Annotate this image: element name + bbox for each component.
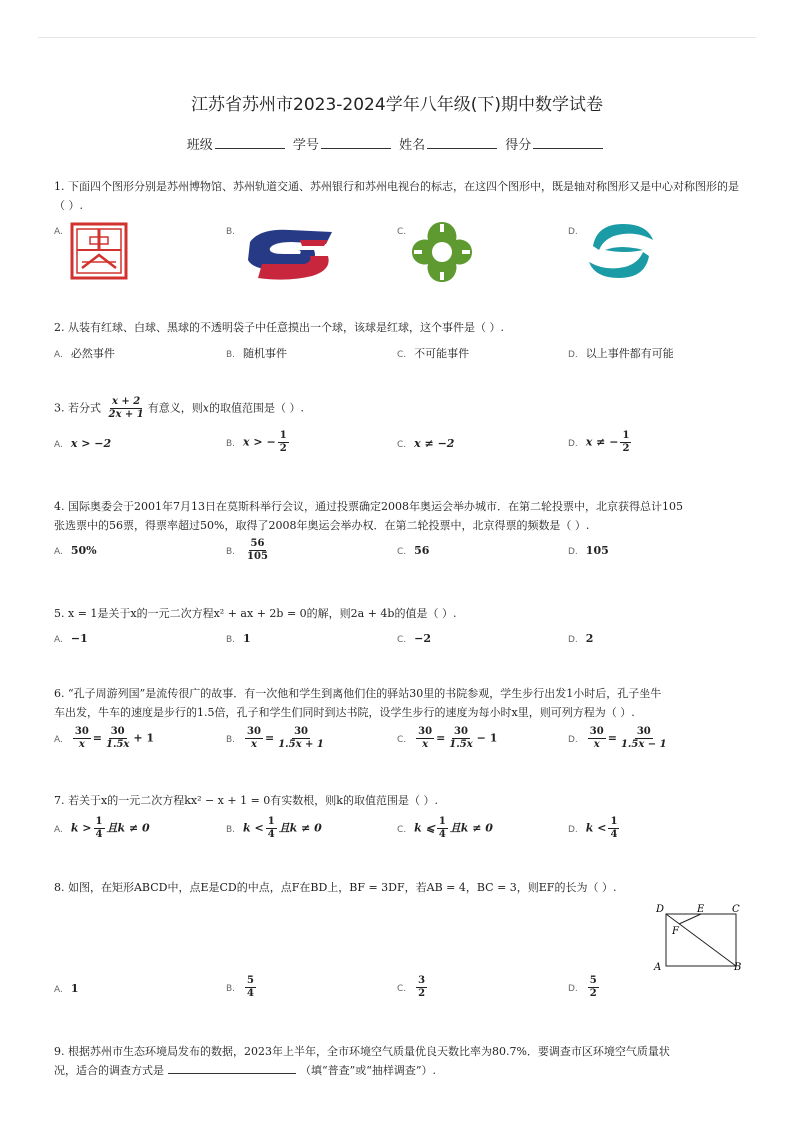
option-label: A. bbox=[54, 985, 63, 995]
frac-den: 2 bbox=[622, 443, 630, 454]
q5-option-d[interactable] bbox=[568, 632, 593, 645]
option-label: A. bbox=[54, 734, 63, 745]
option-fraction bbox=[619, 726, 669, 751]
frac-den: 4 bbox=[267, 829, 275, 840]
frac-num: 1 bbox=[622, 430, 630, 441]
option-label: D. bbox=[568, 227, 578, 237]
option-cond: 且k ≠ 0 bbox=[278, 821, 322, 835]
option-label: C. bbox=[397, 734, 407, 745]
question-9 bbox=[54, 1042, 744, 1080]
q8-option-d[interactable] bbox=[568, 975, 601, 1000]
q2-option-c[interactable] bbox=[397, 345, 469, 361]
frac-num: 56 bbox=[250, 538, 265, 549]
q4-option-d[interactable] bbox=[568, 544, 609, 557]
option-label: D. bbox=[568, 350, 578, 360]
equals: = bbox=[264, 731, 275, 745]
option-text: 以上事件都有可能 bbox=[585, 347, 674, 360]
q9-text-pre: 况，适合的调查方式是 bbox=[54, 1064, 164, 1077]
question-3 bbox=[54, 396, 744, 421]
q1-option-a[interactable] bbox=[54, 224, 71, 237]
frac-num: 30 bbox=[418, 726, 433, 737]
question-7: 7. 若关于x的一元二次方程kx² − x + 1 = 0有实数根，则k的取值范围是（ ）. bbox=[54, 794, 438, 807]
tv-logo-icon bbox=[585, 220, 657, 282]
option-label: B. bbox=[226, 635, 236, 645]
option-text: k ⩽ bbox=[414, 821, 435, 835]
q3-fraction bbox=[107, 396, 146, 421]
q7-option-d[interactable] bbox=[568, 816, 621, 841]
q6-option-c[interactable] bbox=[397, 726, 497, 751]
q1-option-d[interactable] bbox=[568, 224, 586, 237]
option-text: 2 bbox=[585, 632, 594, 645]
option-label: A. bbox=[54, 350, 63, 360]
q8-option-c[interactable] bbox=[397, 975, 429, 1000]
label-b: B bbox=[734, 962, 742, 973]
option-cond: 且k ≠ 0 bbox=[106, 821, 150, 835]
frac-num: 30 bbox=[454, 726, 468, 737]
option-fraction bbox=[437, 816, 448, 841]
option-fraction bbox=[278, 430, 289, 455]
q5-option-b[interactable] bbox=[226, 632, 251, 645]
question-8: 8. 如图，在矩形ABCD中，点E是CD的中点，点F在BD上，BF = 3DF，若AB = 4，BC = 3，则EF的长为（ ）. bbox=[54, 881, 617, 894]
q2-option-d[interactable] bbox=[568, 345, 674, 361]
option-fraction bbox=[608, 816, 619, 841]
frac-den: x bbox=[422, 739, 429, 750]
q3-var: x bbox=[202, 401, 209, 415]
option-text: 随机事件 bbox=[243, 347, 288, 360]
q5-option-c[interactable] bbox=[397, 632, 431, 645]
q3-option-a[interactable] bbox=[54, 437, 111, 450]
frac-den: 1.5x + 1 bbox=[278, 739, 324, 750]
frac-num: 30 bbox=[74, 726, 89, 737]
question-6 bbox=[54, 684, 744, 722]
frac-den: x bbox=[593, 739, 600, 750]
name-label: 姓名 bbox=[399, 138, 426, 153]
frac-den: x bbox=[251, 739, 257, 750]
frac-den: 2 bbox=[589, 988, 597, 999]
frac-den: 2 bbox=[418, 988, 426, 999]
option-label: B. bbox=[226, 438, 236, 449]
option-text: 56 bbox=[414, 544, 430, 557]
q3-option-b[interactable] bbox=[226, 430, 291, 455]
option-label: B. bbox=[226, 227, 236, 237]
frac-den: 4 bbox=[438, 829, 446, 840]
equals: = bbox=[92, 731, 102, 745]
option-text: 50% bbox=[70, 544, 97, 557]
frac-num: 30 bbox=[636, 726, 651, 737]
option-label: C. bbox=[397, 227, 407, 237]
option-label: C. bbox=[397, 350, 407, 360]
option-tail: + 1 bbox=[133, 731, 155, 745]
option-fraction bbox=[416, 975, 427, 1000]
option-label: D. bbox=[568, 438, 578, 449]
option-fraction bbox=[588, 726, 606, 751]
frac-num: 1 bbox=[438, 816, 446, 827]
bank-logo-icon bbox=[410, 220, 474, 284]
equals: = bbox=[607, 731, 617, 745]
option-label: B. bbox=[226, 824, 236, 835]
frac-num: 30 bbox=[294, 726, 308, 737]
label-e: E bbox=[697, 904, 705, 915]
frac-num: 5 bbox=[247, 975, 255, 986]
frac-den: 2 bbox=[279, 443, 287, 454]
frac-den: 2x + 1 bbox=[108, 409, 144, 420]
frac-den: 4 bbox=[95, 829, 103, 840]
option-fraction bbox=[620, 430, 631, 455]
option-label: B. bbox=[226, 983, 236, 994]
option-tail: − 1 bbox=[476, 731, 498, 745]
option-fraction bbox=[245, 975, 256, 1000]
q6-option-d[interactable] bbox=[568, 726, 671, 751]
class-blank[interactable] bbox=[215, 136, 285, 149]
question-5: 5. x = 1是关于x的一元二次方程x² + ax + 2b = 0的解，则2a + 4b的值是（ ）. bbox=[54, 607, 457, 620]
option-text: k < bbox=[585, 821, 607, 835]
option-fraction bbox=[245, 538, 270, 563]
frac-den: 4 bbox=[610, 829, 618, 840]
equals: = bbox=[436, 731, 446, 745]
option-fraction bbox=[94, 816, 105, 841]
question-1: 1. 下面四个图形分别是苏州博物馆、苏州轨道交通、苏州银行和苏州电视台的标志，在这四个图形中，既是轴对称图形又是中心对称图形的是（ ）. bbox=[54, 180, 739, 212]
option-fraction bbox=[245, 726, 263, 751]
q8-option-a[interactable] bbox=[54, 982, 79, 995]
option-label: C. bbox=[397, 440, 407, 450]
q2-option-a[interactable] bbox=[54, 345, 115, 361]
option-text: x ≠ − bbox=[585, 435, 619, 449]
q6-line-1: 6. “孔子周游列国”是流传很广的故事．有一次他和学生到离他们住的驿站30里的书院参观，学生步行出发1小时后，孔子坐牛 bbox=[54, 687, 662, 700]
option-label: D. bbox=[568, 635, 578, 645]
frac-num: 1 bbox=[95, 816, 103, 827]
label-d: D bbox=[656, 904, 665, 915]
q3-option-d[interactable] bbox=[568, 430, 633, 455]
frac-num: x + 2 bbox=[111, 396, 141, 407]
frac-num: 3 bbox=[418, 975, 426, 986]
frac-den: 1.5x bbox=[449, 739, 473, 750]
q8-option-b[interactable] bbox=[226, 975, 258, 1000]
option-fraction bbox=[447, 726, 474, 751]
q4-option-c[interactable] bbox=[397, 544, 429, 557]
option-label: B. bbox=[226, 350, 236, 360]
metro-logo-icon bbox=[240, 222, 340, 282]
option-text: k > bbox=[70, 821, 92, 835]
q5-option-a[interactable] bbox=[54, 632, 88, 645]
q6-line-2: 车出发，牛车的速度是步行的1.5倍，孔子和学生们同时到达书院，设学生步行的速度为每小时x里，则可列方程为（ ）. bbox=[54, 706, 635, 719]
option-text: k < bbox=[243, 821, 264, 835]
museum-logo-icon bbox=[70, 222, 128, 280]
frac-den: 1.5x bbox=[106, 739, 130, 750]
score-blank[interactable] bbox=[533, 136, 603, 149]
frac-den: 1.5x − 1 bbox=[620, 739, 667, 750]
q6-option-a[interactable] bbox=[54, 726, 154, 751]
option-label: C. bbox=[397, 824, 407, 835]
q7-option-a[interactable] bbox=[54, 816, 150, 841]
option-fraction bbox=[73, 726, 91, 751]
id-label: 学号 bbox=[292, 138, 319, 153]
option-cond: 且k ≠ 0 bbox=[449, 821, 493, 835]
option-fraction bbox=[104, 726, 131, 751]
top-rule bbox=[38, 37, 756, 38]
option-text: 必然事件 bbox=[70, 347, 115, 360]
option-text: 不可能事件 bbox=[414, 347, 470, 360]
answer-blank[interactable] bbox=[168, 1061, 296, 1074]
question-2: 2. 从装有红球、白球、黑球的不透明袋子中任意摸出一个球，该球是红球，这个事件是（ ）. bbox=[54, 321, 504, 334]
q7-option-c[interactable] bbox=[397, 816, 493, 841]
option-label: A. bbox=[54, 635, 63, 645]
option-label: D. bbox=[568, 734, 578, 745]
label-f: F bbox=[672, 926, 679, 937]
q4-line-1: 4. 国际奥委会于2001年7月13日在莫斯科举行会议，通过投票确定2008年奥运会举办城市．在第二轮投票中，北京获得总计105 bbox=[54, 500, 683, 513]
option-label: D. bbox=[568, 547, 578, 557]
option-label: A. bbox=[54, 227, 63, 237]
score-label: 得分 bbox=[505, 138, 532, 153]
page-title: 江苏省苏州市2023-2024学年八年级(下)期中数学试卷 bbox=[191, 95, 603, 115]
option-fraction bbox=[416, 726, 434, 751]
frac-den: x bbox=[78, 739, 85, 750]
q3-option-c[interactable] bbox=[397, 437, 454, 450]
option-label: C. bbox=[397, 547, 407, 557]
option-fraction bbox=[588, 975, 599, 1000]
option-label: B. bbox=[226, 734, 236, 745]
class-label: 班级 bbox=[186, 138, 213, 153]
question-4 bbox=[54, 497, 744, 535]
option-fraction bbox=[276, 726, 326, 751]
frac-num: 30 bbox=[110, 726, 125, 737]
q3-text-pre: 3. 若分式 bbox=[54, 401, 101, 415]
q2-option-b[interactable] bbox=[226, 345, 287, 361]
option-label: A. bbox=[54, 824, 63, 835]
frac-num: 1 bbox=[279, 430, 287, 441]
frac-num: 30 bbox=[589, 726, 604, 737]
option-text: −1 bbox=[70, 632, 88, 645]
option-text: x > −2 bbox=[70, 437, 112, 450]
option-text: x ≠ −2 bbox=[414, 437, 455, 450]
option-label: D. bbox=[568, 983, 578, 994]
rectangle-diagram bbox=[650, 900, 750, 978]
q3-text-mid: 有意义，则 bbox=[147, 401, 203, 415]
option-label: D. bbox=[568, 824, 578, 835]
option-text: 1 bbox=[70, 982, 79, 995]
id-blank[interactable] bbox=[321, 136, 391, 149]
option-text: 105 bbox=[585, 544, 609, 557]
q9-line-1: 9. 根据苏州市生态环境局发布的数据，2023年上半年，全市环境空气质量优良天数比率为80.7%．要调查市区环境空气质量状 bbox=[54, 1045, 670, 1058]
q6-option-b[interactable] bbox=[226, 726, 328, 751]
frac-den: 105 bbox=[247, 551, 268, 562]
option-text: 1 bbox=[243, 632, 251, 645]
q4-line-2: 张选票中的56票，得票率超过50%，取得了2008年奥运会举办权．在第二轮投票中，北京得票的频数是（ ）. bbox=[54, 519, 590, 532]
option-text: x > − bbox=[243, 435, 276, 449]
name-blank[interactable] bbox=[427, 136, 497, 149]
option-label: C. bbox=[397, 983, 407, 994]
option-label: C. bbox=[397, 635, 407, 645]
frac-num: 5 bbox=[589, 975, 597, 986]
option-text: −2 bbox=[414, 632, 432, 645]
option-label: A. bbox=[54, 547, 63, 557]
option-label: A. bbox=[54, 440, 63, 450]
q9-text-post: （填“普查”或“抽样调查”）. bbox=[300, 1064, 436, 1077]
q4-option-b[interactable] bbox=[226, 538, 272, 563]
q7-option-b[interactable] bbox=[226, 816, 322, 841]
frac-num: 1 bbox=[610, 816, 618, 827]
q9-line-2 bbox=[54, 1061, 744, 1080]
student-info-line bbox=[0, 134, 794, 153]
option-fraction bbox=[266, 816, 277, 841]
q4-option-a[interactable] bbox=[54, 544, 97, 557]
label-c: C bbox=[732, 904, 740, 915]
label-a: A bbox=[654, 962, 662, 973]
frac-num: 1 bbox=[267, 816, 275, 827]
option-label: B. bbox=[226, 546, 236, 557]
frac-num: 30 bbox=[247, 726, 261, 737]
frac-den: 4 bbox=[247, 988, 255, 999]
q3-text-post: 的取值范围是（ ）. bbox=[208, 401, 304, 415]
